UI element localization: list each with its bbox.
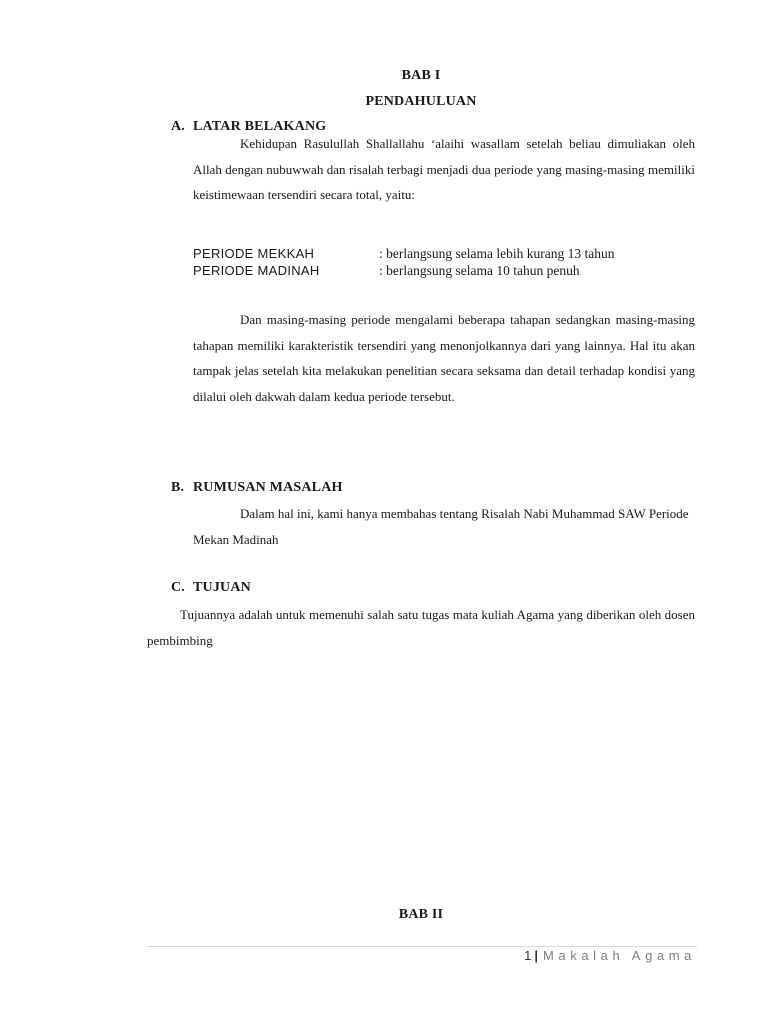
page-footer — [524, 948, 696, 963]
section-a-paragraph-1-text: Kehidupan Rasulullah Shallallahu ‘alaihi wasallam setelah beliau dimuliakan oleh Allah dengan nubuwwah dan risalah terbagi menjadi dua periode yang masing-masing memiliki keistimewaan tersendiri secara total, yaitu: — [193, 136, 695, 202]
section-b-number: B. — [171, 480, 185, 495]
section-b-heading — [171, 480, 343, 496]
footer-divider — [147, 946, 697, 947]
section-c-title: TUJUAN — [193, 580, 251, 595]
section-a-title: LATAR BELAKANG — [193, 119, 327, 134]
page-number: 1 — [524, 948, 532, 963]
period-name: PERIODE MEKKAH — [193, 246, 315, 261]
section-c-paragraph — [147, 602, 695, 653]
period-desc: : berlangsung selama lebih kurang 13 tahun — [379, 246, 615, 261]
section-a-number: A. — [171, 119, 186, 134]
section-c-number: C. — [171, 580, 186, 595]
period-row-madinah — [193, 262, 580, 279]
chapter-title: BAB I — [401, 68, 441, 83]
section-b-paragraph-text: Dalam hal ini, kami hanya membahas tentang Risalah Nabi Muhammad SAW Periode Mekan Madinah — [193, 506, 689, 547]
footer-separator: | — [534, 948, 538, 963]
section-b-title: RUMUSAN MASALAH — [193, 480, 343, 495]
section-c-heading — [171, 580, 251, 596]
footer-label: Makalah Agama — [542, 948, 696, 963]
chapter-2-title: BAB II — [398, 907, 444, 922]
chapter-subtitle: PENDAHULUAN — [365, 94, 477, 109]
section-a-paragraph-1 — [193, 131, 695, 208]
section-a-paragraph-2-text: Dan masing-masing periode mengalami beberapa tahapan sedangkan masing-masing tahapan memiliki karakteristik tersendiri yang menonjolkannya dari yang lainnya. Hal itu akan tampak jelas setelah kita melakukan penelitian secara seksama dan detail terhadap kondisi yang dilalui oleh dakwah dalam kedua periode tersebut. — [193, 312, 695, 404]
section-b-paragraph — [193, 501, 695, 552]
section-c-paragraph-text: Tujuannya adalah untuk memenuhi salah satu tugas mata kuliah Agama yang diberikan oleh dosen pembimbing — [147, 607, 695, 648]
section-a-paragraph-2 — [193, 307, 695, 409]
period-desc: : berlangsung selama 10 tahun penuh — [379, 263, 580, 278]
period-name: PERIODE MADINAH — [193, 263, 320, 278]
period-row-mekkah — [193, 245, 614, 262]
